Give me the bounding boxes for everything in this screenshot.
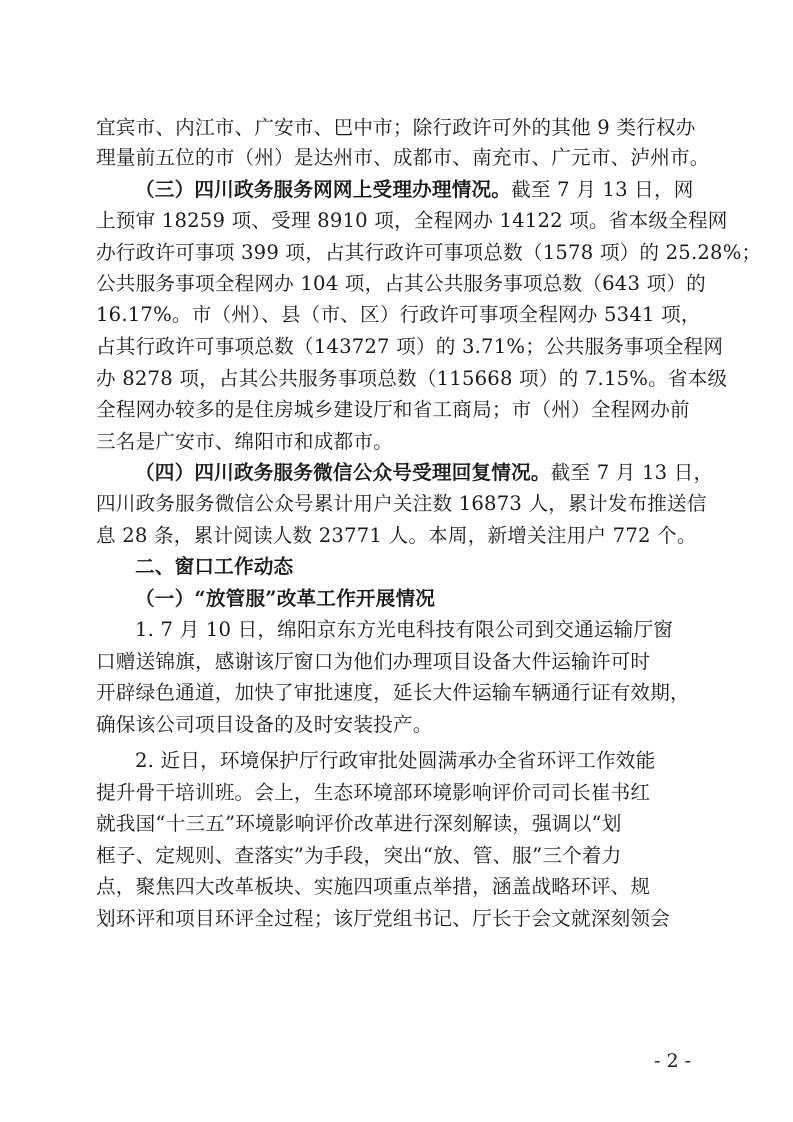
subsection-heading: （一）“放管服”改革工作开展情况	[135, 587, 436, 610]
paragraph-5-line-3: 就我国“十三五”环境影响评价改革进行深刻解读，强调以“划	[96, 812, 622, 835]
paragraph-5-line-1: 2. 近日，环境保护厅行政审批处圆满承办全省环评工作效能	[135, 749, 656, 772]
paragraph-3-line-1	[135, 461, 713, 485]
paragraph-2-line-4: 公共服务事项全程网办 104 项，占其公共服务事项总数（643 项）的	[96, 272, 706, 295]
paragraph-4-line-1: 1. 7 月 10 日，绵阳京东方光电科技有限公司到交通运输厅窗	[135, 618, 674, 641]
paragraph-2-line-1-rest: 截至 7 月 13 日，网	[511, 178, 694, 201]
paragraph-2-line-2: 上预审 18259 项、受理 8910 项，全程网办 14122 项。省本级全程网	[96, 209, 728, 232]
paragraph-4-line-3: 开辟绿色通道，加快了审批速度，延长大件运输车辆通行证有效期，	[96, 681, 690, 704]
paragraph-4-line-2: 口赠送锦旗，感谢该厅窗口为他们办理项目设备大件运输许可时	[96, 650, 651, 673]
paragraph-4-line-4: 确保该公司项目设备的及时安装投产。	[96, 713, 433, 736]
paragraph-5-line-4: 框子、定规则、查落实”为手段，突出“放、管、服”三个着力	[96, 844, 622, 867]
paragraph-3-line-1-rest: 截至 7 月 13 日，	[550, 461, 714, 484]
page-number: - 2 -	[654, 1050, 692, 1072]
paragraph-3-lead: （四）四川政务服务微信公众号受理回复情况。	[135, 461, 551, 484]
paragraph-3-line-2: 四川政务服务微信公众号累计用户关注数 16873 人，累计发布推送信	[96, 492, 707, 515]
paragraph-2-line-1	[135, 178, 694, 202]
paragraph-2-line-8: 全程网办较多的是住房城乡建设厅和省工商局；市（州）全程网办前	[96, 398, 690, 421]
paragraph-2-lead: （三）四川政务服务网网上受理办理情况。	[135, 178, 512, 201]
paragraph-2-line-3: 办行政许可事项 399 项，占其行政许可事项总数（1578 项）的 25.28%；	[96, 241, 762, 264]
paragraph-2-line-5: 16.17%。市（州）、县（市、区）行政许可事项全程网办 5341 项，	[96, 303, 701, 326]
paragraph-5-line-2: 提升骨干培训班。会上，生态环境部环境影响评价司司长崔书红	[96, 781, 651, 804]
paragraph-5-line-6: 划环评和项目环评全过程；该厅党组书记、厅长于会文就深刻领会	[96, 907, 671, 930]
paragraph-1-line-1: 宜宾市、内江市、广安市、巴中市；除行政许可外的其他 9 类行权办	[96, 116, 696, 139]
paragraph-2-line-6: 占其行政许可事项总数（143727 项）的 3.71%；公共服务事项全程网	[96, 335, 724, 358]
paragraph-3-line-3: 息 28 条，累计阅读人数 23771 人。本周，新增关注用户 772 个。	[96, 524, 697, 547]
paragraph-2-line-9: 三名是广安市、绵阳市和成都市。	[96, 430, 393, 453]
section-heading: 二、窗口工作动态	[135, 555, 294, 578]
paragraph-2-line-7: 办 8278 项，占其公共服务事项总数（115668 项）的 7.15%。省本级	[96, 367, 728, 390]
paragraph-5-line-5: 点，聚焦四大改革板块、实施四项重点举措，涵盖战略环评、规	[96, 875, 651, 898]
paragraph-1-line-2: 理量前五位的市（州）是达州市、成都市、南充市、广元市、泸州市。	[96, 146, 710, 169]
